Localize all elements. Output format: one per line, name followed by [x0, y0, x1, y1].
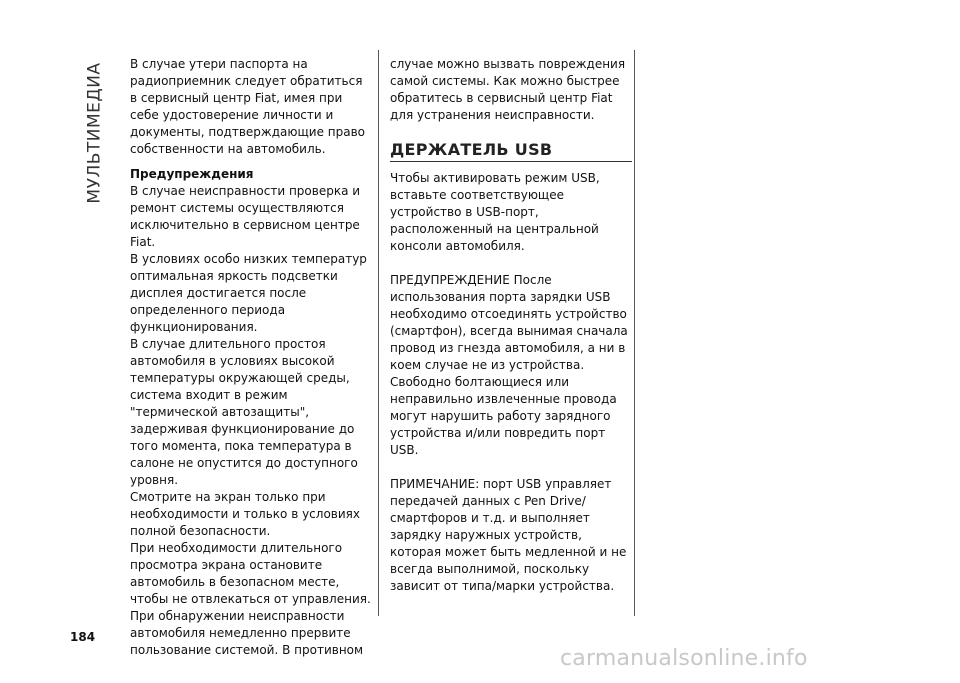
paragraph: Чтобы активировать режим USB, вставьте соответствующее устройство в USB-порт, расположенный на центральной консоли автомобиля. — [390, 171, 600, 253]
paragraph: В случае утери паспорта на радиоприемник следует обратиться в сервисный центр Fiat, имея при себе удостоверение личности и документы, подтверждающие право собственности на автомобиль. — [130, 57, 366, 156]
paragraph: Смотрите на экран только при необходимости и только в условиях полной безопасности. — [130, 490, 360, 538]
warning-paragraph: ПРЕДУПРЕЖДЕНИЕ После использования порта зарядки USB необходимо отсоединять устройство (смартфон), всегда вынимая сначала провод из гнезда автомобиля, а ни в коем случае не из устройства. Свободно болтающиеся или неправильно извлеченные провода могут нарушить работу зарядного устройства и/или повредить порт USB. — [390, 273, 628, 457]
warnings-heading: Предупреждения — [130, 167, 254, 181]
paragraph: В случае длительного простоя автомобиля в условиях высокой температуры окружающей среды, система входит в режим "термической автозащиты", задерживая функционирование до того момента, пока температура в салоне не опустится до доступного уровня. — [130, 337, 358, 487]
column-divider-left — [378, 50, 379, 616]
watermark-text: carmanualsonline.info — [560, 646, 808, 671]
left-text-column — [130, 56, 372, 659]
paragraph: При обнаружении неисправности автомобиля немедленно прервите пользование системой. В противном — [130, 609, 364, 657]
paragraph: В условиях особо низких температур оптимальная яркость подсветки дисплея достигается после определенного периода функционирования. — [130, 252, 367, 334]
paragraph: случае можно вызвать повреждения самой системы. Как можно быстрее обратитесь в сервисный центр Fiat для устранения неисправности. — [390, 57, 626, 122]
page-number: 184 — [70, 630, 96, 644]
usb-section-heading: ДЕРЖАТЕЛЬ USB — [390, 141, 632, 162]
paragraph: В случае неисправности проверка и ремонт системы осуществляются исключительно в сервисном центре Fiat. — [130, 184, 361, 249]
paragraph: При необходимости длительного просмотра экрана остановите автомобиль в безопасном месте, чтобы не отвлекаться от управления. — [130, 541, 371, 606]
note-paragraph: ПРИМЕЧАНИЕ: порт USB управляет передачей данных с Pen Drive/смартфоров и т.д. и выполняет зарядку наружных устройств, которая может быть медленной и не всегда выполнимой, поскольку зависит от типа/марки устройства. — [390, 477, 627, 593]
column-divider-right — [634, 50, 635, 616]
right-text-column — [390, 56, 632, 595]
section-label-text: МУЛЬТИМЕДИА — [85, 62, 105, 204]
section-sidebar-label — [83, 48, 107, 218]
